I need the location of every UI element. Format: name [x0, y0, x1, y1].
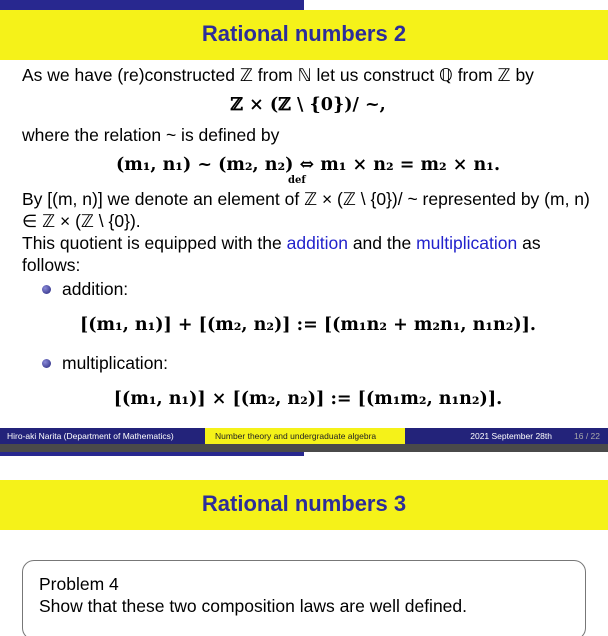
quotient-line [22, 232, 594, 276]
footer-page: 16 / 22 [574, 431, 600, 441]
problem-text: Show that these two composition laws are well defined. [39, 596, 468, 616]
footer-course: Number theory and undergraduate algebra [205, 428, 405, 444]
slide-title: Rational numbers 2 [201, 21, 407, 46]
problem-title: Problem 4 [39, 574, 119, 594]
quotient-line-post: as follows: [22, 233, 541, 275]
bullet-icon [42, 359, 51, 368]
title-bar [0, 480, 608, 530]
quotient-line-pre: This quotient is equipped with the [22, 233, 282, 253]
intro-line: As we have (re)constructed ℤ from ℕ let us construct ℚ from ℤ by [22, 65, 534, 85]
problem-box [22, 560, 586, 636]
slide-footer [0, 428, 608, 444]
addition-link[interactable]: addition [286, 233, 348, 253]
footer-date: 2021 September 28th [470, 431, 552, 441]
bullet-multiplication-label: multiplication: [62, 353, 169, 373]
slide-title: Rational numbers 3 [201, 491, 407, 516]
addition-formula: [(m₁, n₁)] + [(m₂, n₂)] := [(m₁n₂ + m₂n₁, n₁n₂)]. [79, 315, 537, 335]
footer-author: Hiro-aki Narita (Department of Mathematics) [0, 428, 205, 444]
relation-formula [22, 154, 594, 186]
bullet-addition [22, 278, 594, 300]
bullet-addition-label: addition: [62, 279, 129, 299]
top-strip [0, 452, 608, 480]
notation-line: By [(m, n)] we denote an element of ℤ × (ℤ \ {0})/ ~ represented by (m, n) ∈ ℤ × (ℤ \ {0}). [22, 189, 590, 231]
footer-right [405, 428, 608, 444]
slide-17 [0, 452, 608, 636]
slide-body [22, 64, 594, 410]
title-bar [0, 10, 608, 60]
quotient-line-and: and the [352, 233, 412, 253]
def-subscript: def [288, 175, 306, 186]
top-strip [0, 0, 608, 10]
multiplication-formula: [(m₁, n₁)] × [(m₂, n₂)] := [(m₁m₂, n₁n₂)]. [113, 389, 503, 409]
relation-formula-text: (m₁, n₁) ~ (m₂, n₂) ⇔ m₁ × n₂ = m₂ × n₁. [115, 155, 501, 175]
quotient-formula: ℤ × (ℤ \ {0})/ ~, [230, 95, 386, 115]
multiplication-link[interactable]: multiplication [416, 233, 518, 253]
bullet-icon [42, 285, 51, 294]
relation-line: where the relation ~ is defined by [22, 125, 280, 145]
bullet-multiplication [22, 352, 594, 374]
